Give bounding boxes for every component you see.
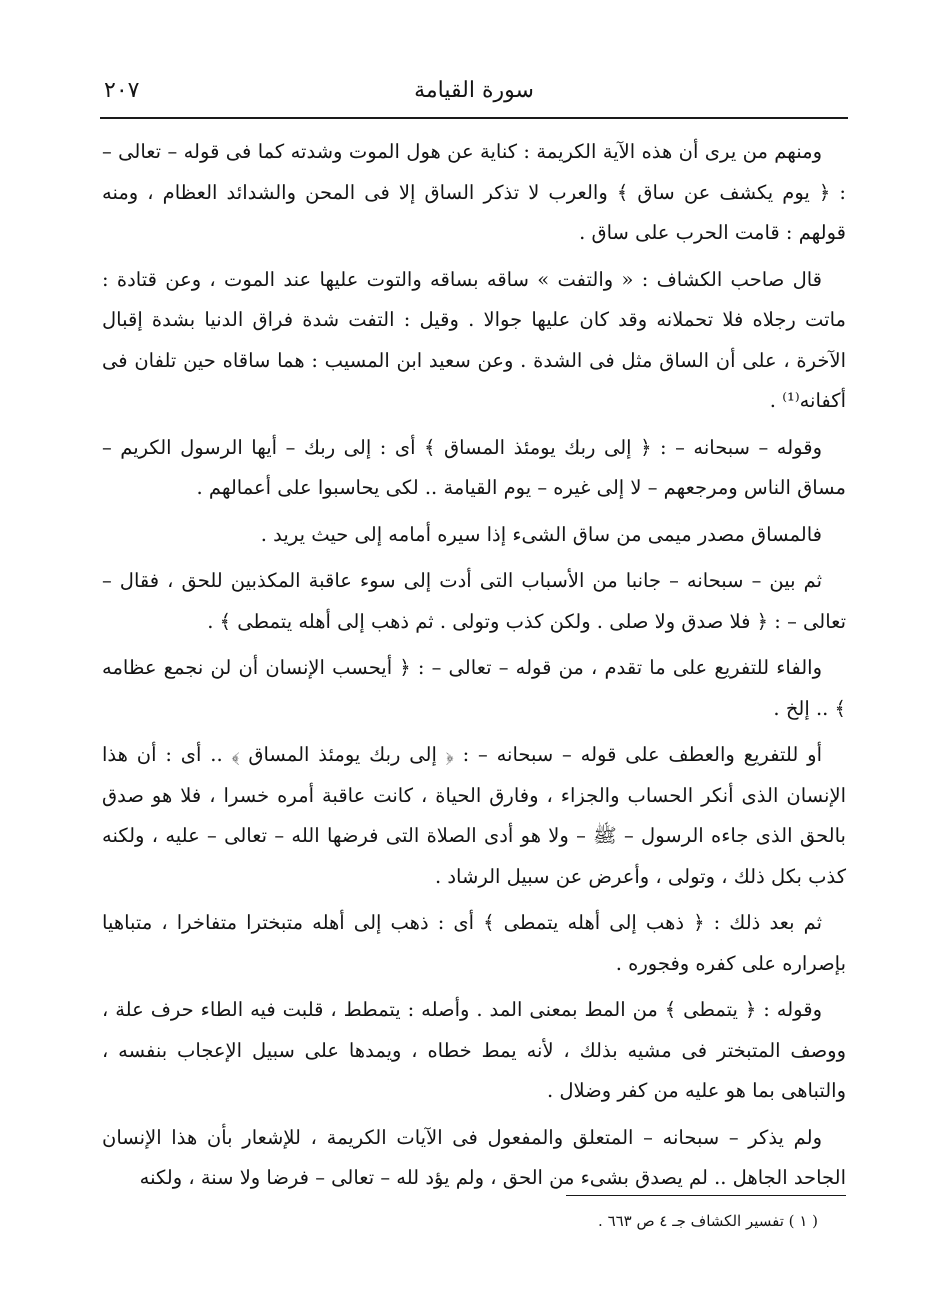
paragraph: والفاء للتفريع على ما تقدم ، من قوله – تعالى – : ﴿ أيحسب الإنسان أن لن نجمع عظامه ﴾ .. إلخ . — [102, 656, 846, 720]
paragraph: أو للتفريع والعطف على قوله – سبحانه – : ﴿ إلى ربك يومئذ المساق ﴾ .. أى : أن هذا الإنسان الذى أنكر الحساب والجزاء ، وفارق الحياة ، كانت عاقبة أمره خسرا ، فلا هو صدق بالحق الذى جاءه الرسول – ﷺ – ولا هو أدى الصلاة التى فرضها الله – تعالى – عليه ، ولكنه كذب بكل ذلك ، وتولى ، وأعرض عن سبيل الرشاد . — [102, 743, 846, 888]
surah-title: سورة القيامة — [414, 78, 534, 103]
paragraph: فالمساق مصدر ميمى من ساق الشىء إذا سيره أمامه إلى حيث يريد . — [260, 522, 822, 546]
header-divider — [100, 117, 848, 119]
page-number: ٢٠٧ — [104, 78, 140, 103]
paragraph: ثم بين – سبحانه – جانبا من الأسباب التى أدت إلى سوء عاقبة المكذبين للحق ، فقال – تعالى – : ﴿ فلا صدق ولا صلى . ولكن كذب وتولى . ثم ذهب إلى أهله يتمطى ﴾ . — [102, 569, 846, 633]
footnote-divider — [566, 1195, 846, 1196]
footnote: ( ١ ) تفسير الكشاف جـ ٤ ص ٦٦٣ . — [598, 1212, 818, 1230]
paragraph: وقوله : ﴿ يتمطى ﴾ من المط بمعنى المد . وأصله : يتمطط ، قلبت فيه الطاء حرف علة ، ووصف المتبختر فى مشيه بذلك ، لأنه يمط خطاه ، ويمدها على سبيل الإعجاب بنفسه ، والتباهى بما هو عليه من كفر وضلال . — [102, 998, 846, 1102]
paragraph: وقوله – سبحانه – : ﴿ إلى ربك يومئذ المساق ﴾ أى : إلى ربك – أيها الرسول الكريم – مساق الناس ومرجعهم – لا إلى غيره – يوم القيامة .. لكى يحاسبوا على أعمالهم . — [102, 435, 846, 499]
paragraph: ومنهم من يرى أن هذه الآية الكريمة : كناية عن هول الموت وشدته كما فى قوله – تعالى – : ﴿ يوم يكشف عن ساق ﴾ والعرب لا تذكر الساق إلا فى المحن والشدائد العظام ، ومنه قولهم : قامت الحرب على ساق . — [102, 140, 846, 244]
paragraph: ثم بعد ذلك : ﴿ ذهب إلى أهله يتمطى ﴾ أى : ذهب إلى أهله متبخترا متفاخرا ، متباهيا بإصراره على كفره وفجوره . — [102, 911, 846, 975]
main-text — [102, 132, 846, 1205]
paragraph: قال صاحب الكشاف : « والتفت » ساقه بساقه والتوت عليها عند الموت ، وعن قتادة : ماتت رجلاه فلا تحملانه وقد كان عليها جوالا . وقيل : التفت شدة فراق الدنيا بشدة إقبال الآخرة ، على أن الساق مثل فى الشدة . وعن سعيد ابن المسيب : هما ساقاه حين تلفان فى أكفانه⁽¹⁾ . — [102, 267, 846, 412]
page-header — [100, 70, 848, 110]
paragraph: ولم يذكر – سبحانه – المتعلق والمفعول فى الآيات الكريمة ، للإشعار بأن هذا الإنسان الجاحد الجاهل .. لم يصدق بشىء من الحق ، ولم يؤد لله – تعالى – فرضا ولا سنة ، ولكنه — [102, 1125, 846, 1189]
